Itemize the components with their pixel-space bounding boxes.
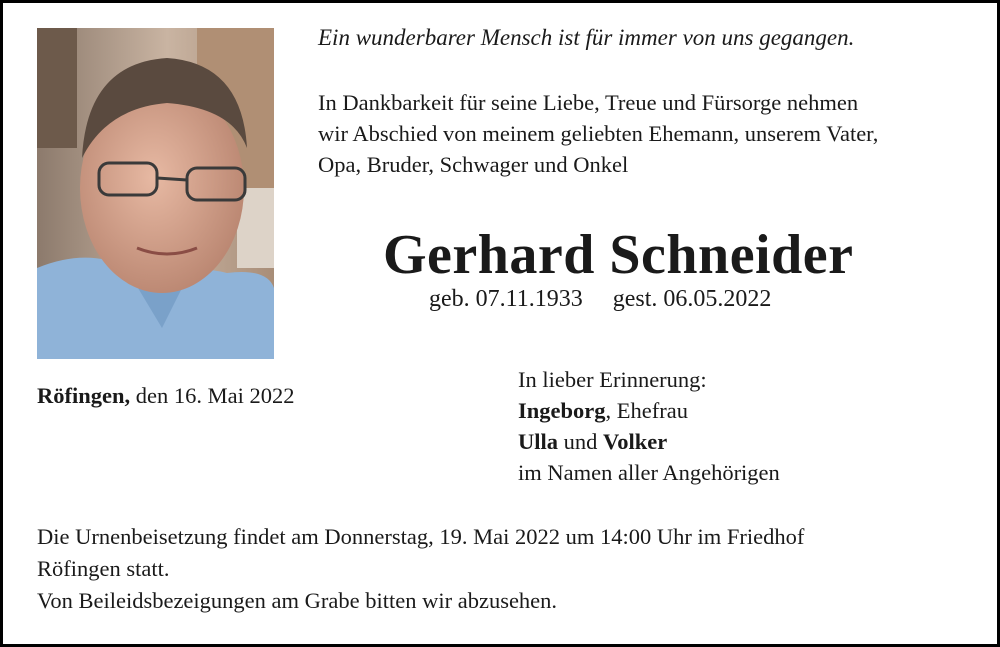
wife-name: Ingeborg	[518, 398, 606, 423]
opening-quote: Ein wunderbarer Mensch ist für immer von uns gegangen.	[318, 25, 855, 50]
death-date: gest. 06.05.2022	[612, 286, 772, 312]
life-dates	[429, 286, 771, 313]
gratitude-line: In Dankbarkeit für seine Liebe, Treue und Fürsorge nehmen	[318, 90, 859, 115]
portrait-photo-icon	[37, 28, 274, 359]
mourners-closing: im Namen aller Angehörigen	[518, 460, 780, 485]
child-name: Volker	[603, 429, 668, 454]
portrait-photo	[37, 28, 274, 359]
mourner-children	[518, 426, 780, 457]
mourners-intro: In lieber Erinnerung:	[518, 367, 707, 392]
birth-date: geb. 07.11.1933	[429, 286, 583, 312]
funeral-info	[37, 521, 804, 617]
gratitude-text	[318, 87, 878, 180]
place-and-date	[37, 383, 295, 409]
funeral-info-line: Röfingen statt.	[37, 556, 170, 581]
gratitude-line: Opa, Bruder, Schwager und Onkel	[318, 152, 629, 177]
town-name: Röfingen,	[37, 383, 131, 408]
gratitude-line: wir Abschied von meinem geliebten Ehemann, unserem Vater,	[318, 121, 879, 146]
mourner-wife	[518, 395, 780, 426]
conjunction: und	[558, 429, 604, 454]
funeral-info-line: Die Urnenbeisetzung findet am Donnerstag, 19. Mai 2022 um 14:00 Uhr im Friedhof	[37, 524, 805, 549]
mourners-block	[518, 364, 780, 488]
wife-role: , Ehefrau	[605, 398, 688, 423]
child-name: Ulla	[518, 429, 559, 454]
deceased-name: Gerhard Schneider	[383, 224, 854, 286]
funeral-info-line: Von Beileidsbezeigungen am Grabe bitten wir abzusehen.	[37, 588, 558, 613]
notice-date: den 16. Mai 2022	[130, 383, 295, 408]
